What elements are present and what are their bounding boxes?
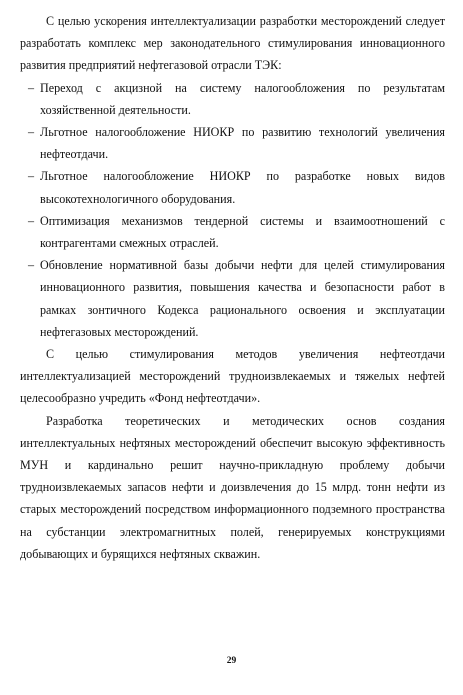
list-item-text: Льготное налогообложение НИОКР по развитию технологий увеличения нефтеотдачи. <box>40 125 445 162</box>
list-dash: – <box>28 125 35 140</box>
list-item <box>20 165 445 209</box>
list-item <box>20 77 445 121</box>
list-dash: – <box>28 80 35 95</box>
list-item-text: Оптимизация механизмов тендерной системы и взаимоотношений с контрагентами смежных отраслей. <box>40 213 445 251</box>
conclusion-paragraph: Разработка теоретических и методических основ создания интеллектуальных нефтяных месторождений обеспечит высокую эффективность МУН и кардинально решит научно-прикладную проблему добычи трудноизвлекаемых запасов нефти и доизвлечения до 15 млрд. тонн нефти из старых месторождений посредством информационного подземного пространства на субстанции электромагнитных полей, генерируемых конструкциями добывающих и бурящихся нефтяных скважин. <box>20 413 445 561</box>
list-dash: – <box>28 169 35 184</box>
list-item <box>20 121 445 165</box>
list-item <box>20 254 445 343</box>
list-item <box>20 210 445 254</box>
intro-paragraph: С целью ускорения интеллектуализации разработки месторождений следует разработать комплекс мер законодательного стимулирования инновационного развития предприятий нефтегазовой отрасли ТЭК: <box>20 14 445 73</box>
page-number: 29 <box>226 656 237 666</box>
fund-paragraph: С целью стимулирования методов увеличения нефтеотдачи интеллектуализацией месторождений трудноизвлекаемых и тяжелых нефтей целесообразно учредить «Фонд нефтеотдачи». <box>20 347 445 406</box>
list-item-text: Льготное налогообложение НИОКР по разработке новых видов высокотехнологичного оборудования. <box>40 169 445 206</box>
list-item-text: Обновление нормативной базы добычи нефти для целей стимулирования инновационного развития, повышения качества и безопасности работ в рамках зонтичного Кодекса рационального освоения и эксплуатации нефтегазовых месторождений. <box>40 258 445 339</box>
list-dash: – <box>28 213 35 228</box>
measures-list <box>20 77 445 343</box>
list-item-text: Переход с акцизной на систему налогообложения по результатам хозяйственной деятельности. <box>40 80 445 117</box>
list-dash: – <box>28 258 35 273</box>
